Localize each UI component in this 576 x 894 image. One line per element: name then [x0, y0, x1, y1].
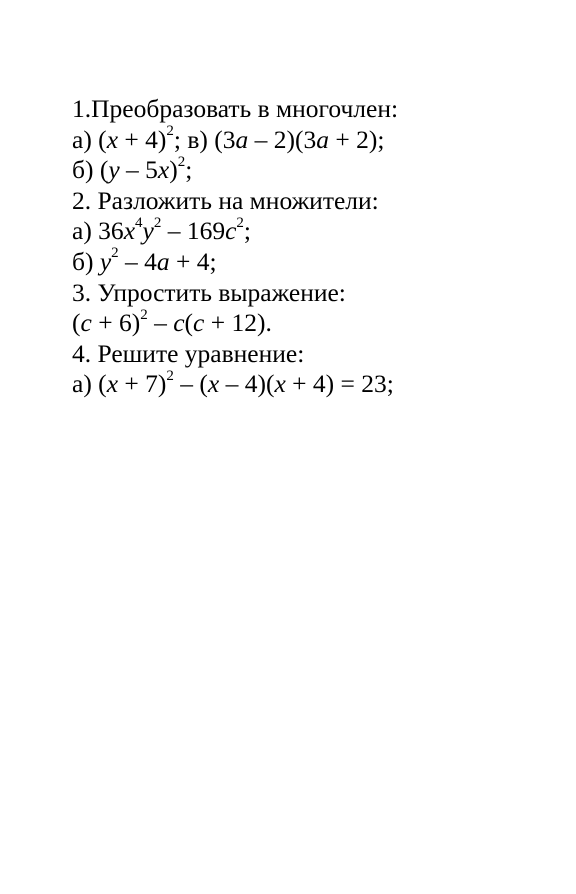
- text-segment: + 4): [118, 124, 167, 154]
- segment: [169, 155, 178, 184]
- segment: [107, 125, 118, 154]
- segment: [208, 369, 219, 398]
- text-segment: а) 36: [72, 216, 124, 246]
- text-segment: – 2)(3: [248, 124, 317, 154]
- task-2-line-a: [72, 216, 552, 247]
- segment: [148, 308, 174, 337]
- exercise-list: [72, 94, 552, 400]
- segment: [72, 308, 81, 337]
- segment: [72, 247, 100, 276]
- text-segment: ;: [243, 216, 252, 246]
- task-2-line-b: [72, 247, 552, 278]
- variable: a: [316, 124, 329, 154]
- variable: y: [142, 216, 154, 246]
- text-segment: а) (: [72, 369, 107, 399]
- segment: [118, 369, 166, 398]
- segment: [236, 216, 244, 245]
- text-segment: – 169: [161, 216, 226, 246]
- task-4-line-a: [72, 369, 552, 400]
- task-3-heading: [72, 278, 552, 309]
- segment: [286, 369, 394, 398]
- variable: a: [235, 124, 249, 154]
- segment: [174, 369, 208, 398]
- text-segment: а) (: [72, 124, 107, 154]
- segment: [72, 339, 304, 368]
- text-segment: 4. Решите уравнение:: [72, 338, 305, 368]
- segment: [111, 247, 119, 276]
- text-segment: 2. Разложить на множители:: [72, 185, 379, 215]
- text-segment: – 4: [118, 246, 157, 276]
- text-segment: – (: [173, 369, 208, 399]
- variable: x: [123, 216, 136, 246]
- text-segment: ;: [185, 155, 193, 185]
- segment: [81, 308, 92, 337]
- segment: [157, 247, 170, 276]
- text-segment: + 7): [118, 369, 167, 399]
- segment: [140, 308, 148, 337]
- text-segment: ): [169, 155, 178, 185]
- variable: y: [108, 155, 120, 185]
- segment: [143, 216, 154, 245]
- segment: [119, 247, 157, 276]
- task-1-line-a-v: [72, 125, 552, 156]
- segment: [107, 369, 118, 398]
- exponent: 2: [236, 214, 244, 231]
- variable: y: [99, 246, 112, 276]
- segment: [248, 125, 316, 154]
- variable: c: [225, 216, 237, 246]
- segment: [118, 125, 166, 154]
- task-1-heading: [72, 94, 552, 125]
- variable: x: [157, 155, 170, 185]
- segment: [72, 94, 398, 123]
- variable: x: [207, 369, 220, 399]
- segment: [173, 308, 184, 337]
- variable: c: [193, 308, 205, 338]
- segment: [219, 369, 274, 398]
- text-segment: + 4;: [169, 246, 217, 276]
- segment: [72, 186, 379, 215]
- text-segment: (: [72, 308, 81, 338]
- variable: c: [80, 308, 92, 338]
- segment: [72, 155, 108, 184]
- segment: [166, 369, 174, 398]
- task-1-line-b: [72, 155, 552, 186]
- text-segment: + 12).: [204, 308, 272, 338]
- text-segment: + 2);: [328, 124, 385, 154]
- exponent: 2: [140, 306, 148, 323]
- segment: [170, 247, 217, 276]
- variable: a: [156, 246, 170, 276]
- segment: [108, 155, 119, 184]
- segment: [72, 125, 107, 154]
- segment: [185, 155, 192, 184]
- text-segment: –: [147, 308, 174, 338]
- variable: x: [106, 124, 119, 154]
- variable: x: [274, 369, 286, 399]
- text-segment: ; в) (3: [173, 124, 236, 154]
- task-4-heading: [72, 339, 552, 370]
- segment: [100, 247, 111, 276]
- text-segment: 3. Упростить выражение:: [72, 277, 346, 307]
- variable: c: [173, 308, 185, 338]
- segment: [158, 155, 169, 184]
- text-segment: + 4) = 23;: [285, 369, 394, 399]
- segment: [185, 308, 194, 337]
- segment: [166, 125, 174, 154]
- segment: [135, 216, 143, 245]
- segment: [72, 216, 124, 245]
- exponent: 2: [166, 367, 174, 384]
- segment: [174, 125, 236, 154]
- segment: [72, 369, 107, 398]
- text-segment: б): [72, 246, 100, 276]
- segment: [329, 125, 384, 154]
- segment: [274, 369, 285, 398]
- segment: [124, 216, 135, 245]
- exponent: 2: [177, 153, 186, 170]
- task-2-heading: [72, 186, 552, 217]
- segment: [193, 308, 204, 337]
- segment: [92, 308, 140, 337]
- variable: x: [106, 369, 119, 399]
- exponent: 2: [166, 123, 174, 140]
- text-segment: + 6): [91, 308, 141, 338]
- text-segment: (: [184, 308, 194, 338]
- task-3-expression: [72, 308, 552, 339]
- segment: [120, 155, 158, 184]
- text-segment: – 5: [119, 155, 158, 185]
- segment: [244, 216, 251, 245]
- exponent: 2: [153, 214, 162, 231]
- segment: [204, 308, 272, 337]
- text-segment: 1.Преобразовать в многочлен:: [72, 94, 399, 123]
- exponent: 2: [111, 245, 119, 262]
- segment: [161, 216, 225, 245]
- text-segment: б) (: [72, 155, 109, 185]
- segment: [225, 216, 236, 245]
- segment: [236, 125, 249, 154]
- text-segment: – 4)(: [219, 369, 275, 399]
- exponent: 4: [135, 214, 143, 231]
- segment: [72, 278, 346, 307]
- segment: [316, 125, 329, 154]
